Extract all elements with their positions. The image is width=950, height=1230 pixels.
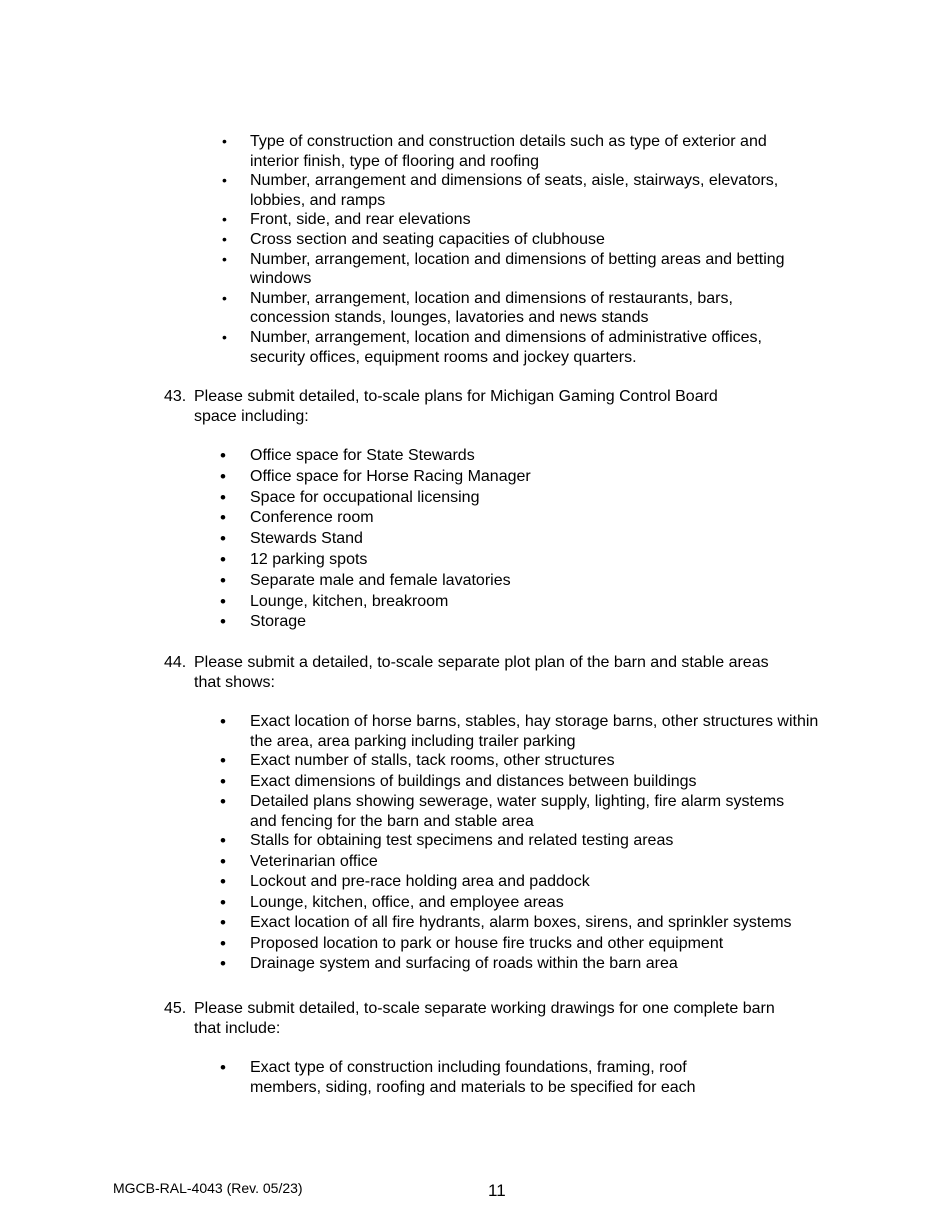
top-bullet-list bbox=[220, 132, 830, 367]
bullet-icon: • bbox=[220, 446, 226, 465]
bullet-icon: • bbox=[222, 250, 227, 267]
q45-bullet-list bbox=[220, 1058, 820, 1097]
question-45 bbox=[164, 999, 784, 1039]
list-item-text: 12 parking spots bbox=[250, 550, 368, 568]
question-number: 45. bbox=[164, 1000, 187, 1017]
list-item-text: Stewards Stand bbox=[250, 530, 363, 548]
q43-bullet-list bbox=[220, 446, 820, 633]
list-item bbox=[220, 751, 835, 772]
list-item-text: Type of construction and construction details such as type of exterior and interior finish, type of flooring and roofing bbox=[250, 133, 767, 170]
list-item-text: Proposed location to park or house fire trucks and other equipment bbox=[250, 934, 724, 952]
list-item bbox=[220, 954, 835, 975]
question-number: 44. bbox=[164, 654, 187, 671]
list-item-text: Lockout and pre-race holding area and paddock bbox=[250, 873, 590, 891]
bullet-icon: • bbox=[220, 466, 226, 486]
list-item bbox=[220, 831, 835, 852]
list-item bbox=[220, 210, 830, 230]
list-item bbox=[220, 488, 820, 509]
list-item-text: Number, arrangement, location and dimensions of administrative offices, security offices, equipment rooms and jockey quarters. bbox=[250, 328, 762, 366]
list-item bbox=[220, 550, 820, 571]
list-item bbox=[220, 171, 830, 210]
bullet-icon: • bbox=[220, 851, 226, 871]
bullet-icon: • bbox=[220, 933, 226, 953]
bullet-icon: • bbox=[220, 612, 226, 632]
list-item bbox=[220, 872, 835, 893]
list-item bbox=[220, 446, 820, 467]
list-item bbox=[220, 592, 820, 613]
question-44 bbox=[164, 653, 774, 693]
list-item-text: Office space for Horse Racing Manager bbox=[250, 467, 531, 485]
bullet-icon: • bbox=[220, 591, 226, 611]
list-item-text: Veterinarian office bbox=[250, 852, 378, 870]
bullet-icon: • bbox=[220, 913, 226, 933]
question-text: Please submit detailed, to-scale separate working drawings for one complete barn that include: bbox=[194, 1000, 775, 1037]
list-item-text: Number, arrangement and dimensions of seats, aisle, stairways, elevators, lobbies, and ramps bbox=[250, 172, 779, 209]
bullet-icon: • bbox=[220, 487, 226, 507]
list-item-text: Number, arrangement, location and dimensions of restaurants, bars, concession stands, lounges, lavatories and news stands bbox=[250, 289, 733, 327]
list-item-text: Conference room bbox=[250, 509, 374, 527]
list-item bbox=[220, 230, 830, 250]
bullet-icon: • bbox=[222, 172, 227, 189]
form-code: MGCB-RAL-4043 (Rev. 05/23) bbox=[113, 1180, 303, 1196]
question-number: 43. bbox=[164, 388, 187, 405]
q45-bullet-list-block bbox=[220, 1058, 820, 1097]
bullet-icon: • bbox=[220, 792, 226, 812]
list-item-text: Exact location of horse barns, stables, hay storage barns, other structures within the area, area parking including trailer parking bbox=[250, 713, 819, 750]
list-item bbox=[220, 934, 835, 955]
bullet-icon: • bbox=[220, 712, 226, 731]
list-item-text: Cross section and seating capacities of clubhouse bbox=[250, 230, 605, 248]
bullet-icon: • bbox=[220, 751, 226, 771]
bullet-icon: • bbox=[222, 328, 227, 345]
bullet-icon: • bbox=[220, 570, 226, 590]
bullet-icon: • bbox=[220, 771, 226, 791]
list-item bbox=[220, 1058, 740, 1097]
list-item-text: Separate male and female lavatories bbox=[250, 571, 511, 589]
list-item bbox=[220, 289, 810, 328]
bullet-icon: • bbox=[222, 289, 227, 306]
list-item bbox=[220, 792, 790, 831]
list-item bbox=[220, 852, 835, 873]
list-item bbox=[220, 328, 810, 367]
list-item-text: Lounge, kitchen, breakroom bbox=[250, 592, 449, 610]
bullet-icon: • bbox=[222, 133, 227, 149]
question-text: Please submit detailed, to-scale plans for Michigan Gaming Control Board space including: bbox=[194, 388, 718, 425]
list-item bbox=[220, 467, 820, 488]
list-item-text: Lounge, kitchen, office, and employee areas bbox=[250, 893, 564, 911]
list-item-text: Exact number of stalls, tack rooms, other structures bbox=[250, 752, 615, 770]
list-item-text: Detailed plans showing sewerage, water supply, lighting, fire alarm systems and fencing for the barn and stable area bbox=[250, 793, 785, 830]
list-item-text: Exact type of construction including foundations, framing, roof members, siding, roofing and materials to be specified for each bbox=[250, 1059, 696, 1096]
list-item-text: Exact dimensions of buildings and distances between buildings bbox=[250, 772, 697, 790]
bullet-icon: • bbox=[222, 211, 227, 228]
list-item bbox=[220, 712, 825, 751]
list-item bbox=[220, 132, 810, 171]
bullet-icon: • bbox=[220, 831, 226, 851]
list-item bbox=[220, 893, 835, 914]
list-item-text: Space for occupational licensing bbox=[250, 488, 480, 506]
list-item bbox=[220, 571, 820, 592]
page-number: 11 bbox=[488, 1181, 506, 1200]
list-item-text: Storage bbox=[250, 613, 307, 631]
question-text: Please submit a detailed, to-scale separate plot plan of the barn and stable areas that shows: bbox=[194, 654, 769, 691]
bullet-icon: • bbox=[220, 549, 226, 569]
bullet-icon: • bbox=[220, 954, 226, 974]
top-bullet-list-block bbox=[220, 132, 830, 367]
bullet-icon: • bbox=[220, 892, 226, 912]
list-item bbox=[220, 250, 830, 289]
question-43 bbox=[164, 387, 764, 427]
list-item-text: Front, side, and rear elevations bbox=[250, 211, 471, 229]
list-item-text: Number, arrangement, location and dimensions of betting areas and betting windows bbox=[250, 250, 785, 288]
q44-bullet-list-block bbox=[220, 712, 835, 975]
q43-bullet-list-block bbox=[220, 446, 820, 633]
list-item bbox=[220, 508, 820, 529]
list-item bbox=[220, 612, 820, 633]
list-item bbox=[220, 772, 835, 793]
bullet-icon: • bbox=[220, 529, 226, 549]
list-item-text: Office space for State Stewards bbox=[250, 447, 475, 464]
list-item-text: Exact location of all fire hydrants, alarm boxes, sirens, and sprinkler systems bbox=[250, 914, 792, 932]
list-item bbox=[220, 913, 835, 934]
bullet-icon: • bbox=[220, 1058, 226, 1077]
bullet-icon: • bbox=[222, 230, 227, 247]
list-item-text: Drainage system and surfacing of roads within the barn area bbox=[250, 955, 678, 973]
q44-bullet-list bbox=[220, 712, 835, 975]
bullet-icon: • bbox=[220, 508, 226, 528]
list-item-text: Stalls for obtaining test specimens and related testing areas bbox=[250, 832, 674, 850]
bullet-icon: • bbox=[220, 872, 226, 892]
list-item bbox=[220, 529, 820, 550]
